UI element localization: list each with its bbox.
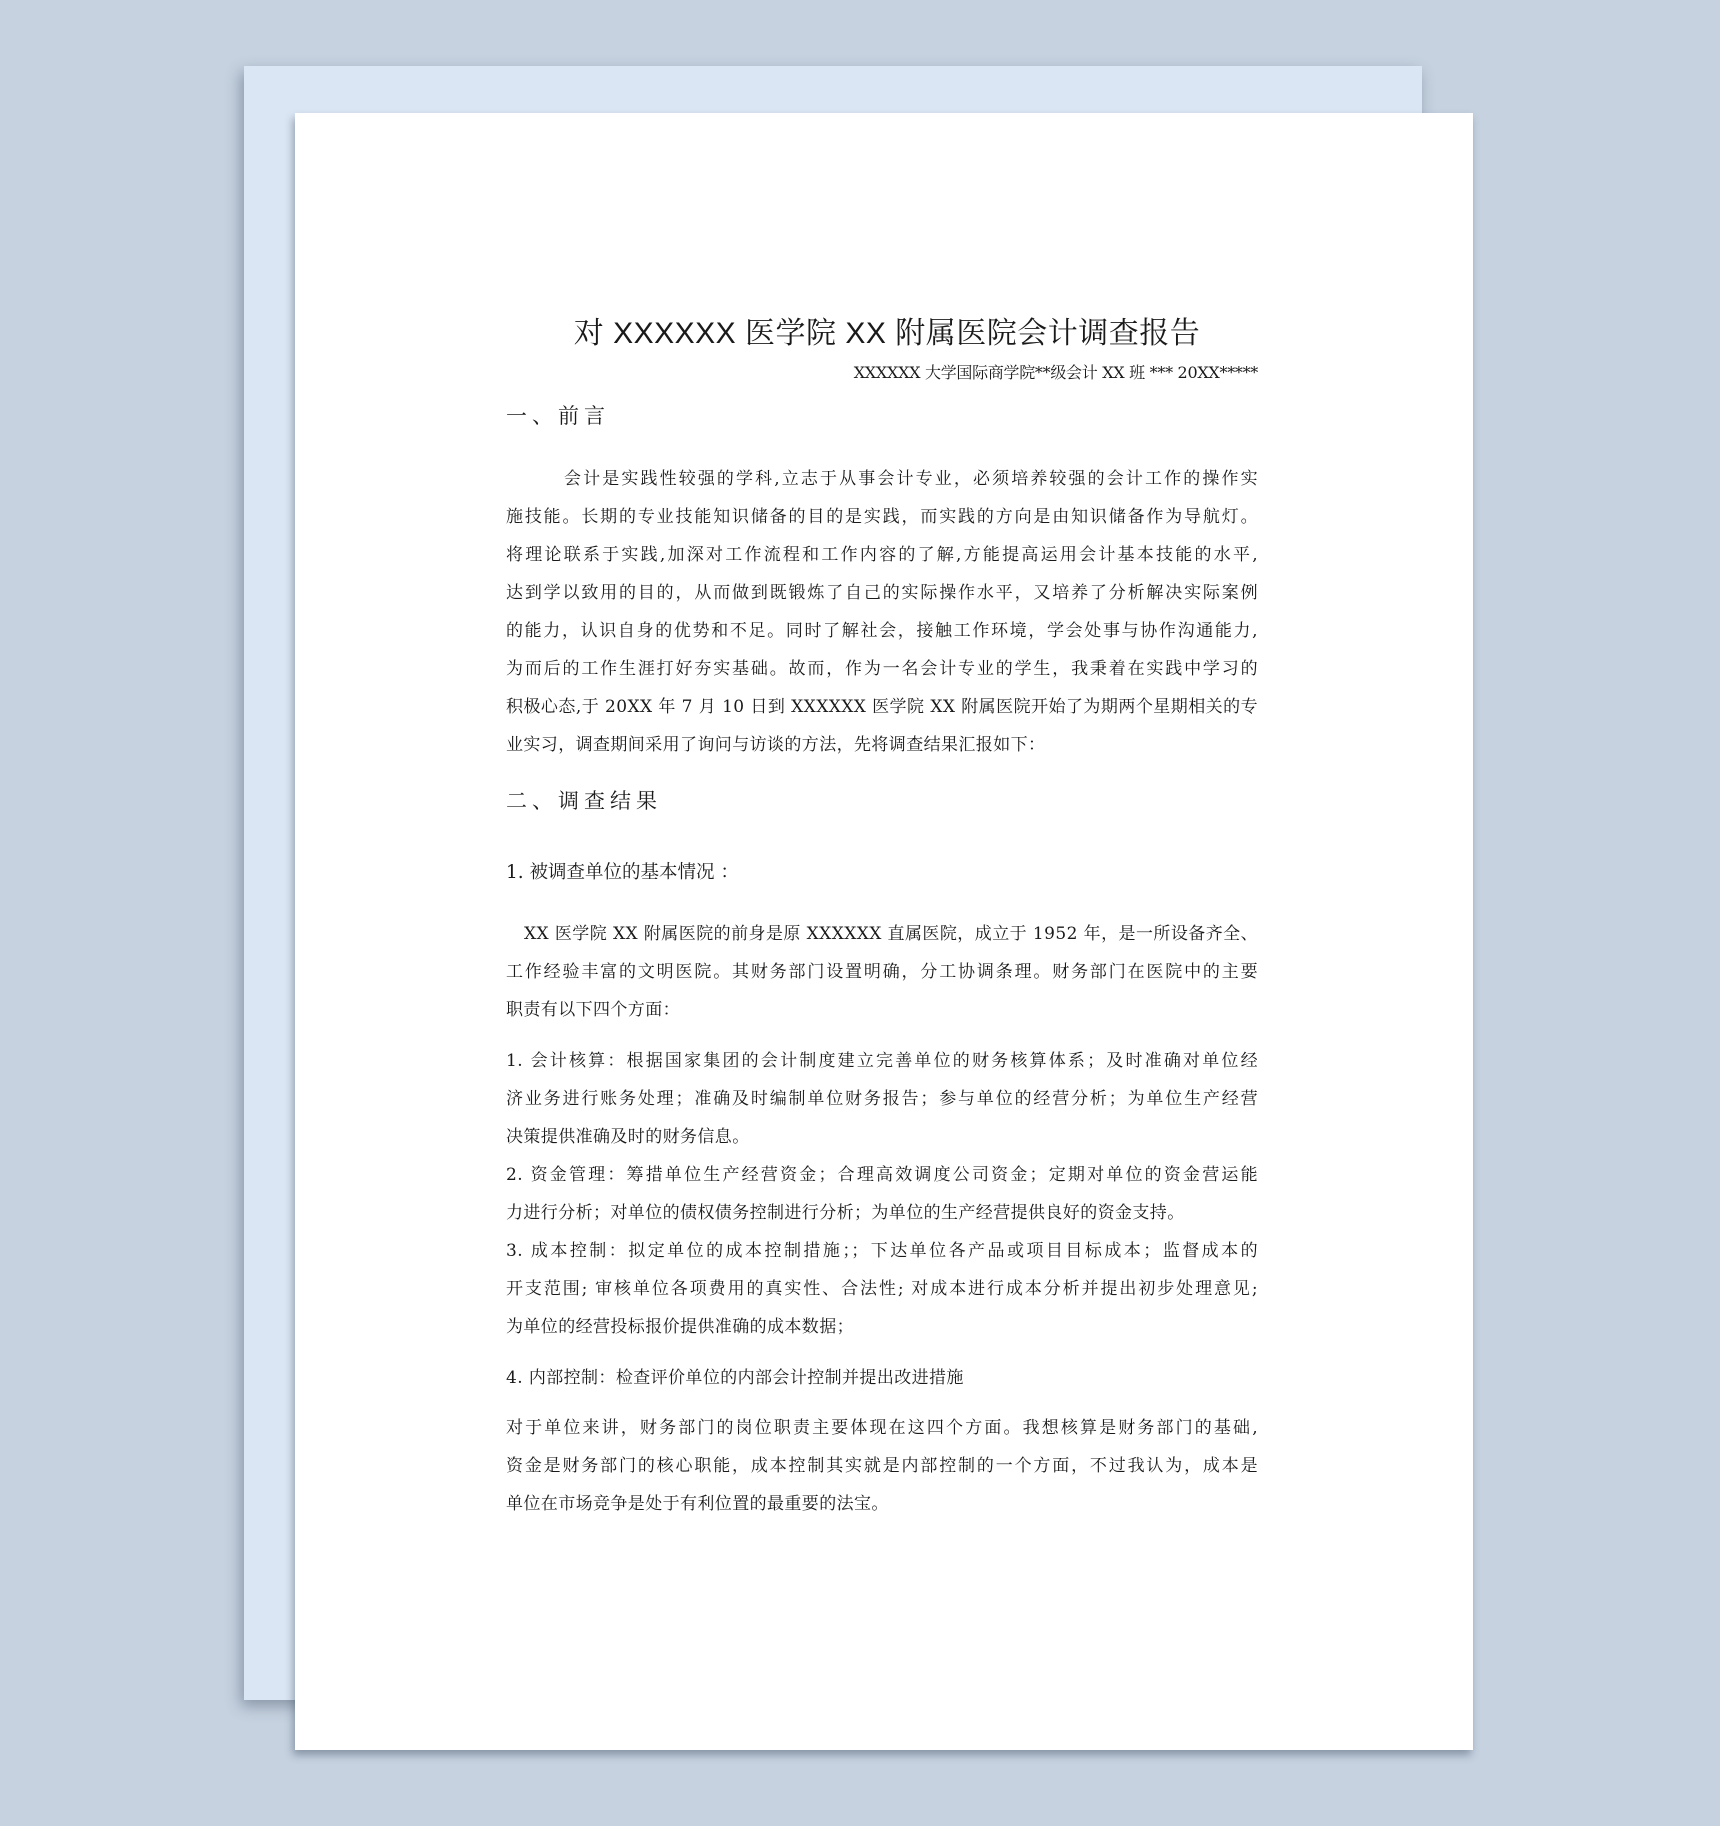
paragraph-line: 为而后的工作生涯打好夯实基础。故而，作为一名会计专业的学生，我秉着在实践中学习的	[506, 659, 1258, 679]
section-heading-preface: 一、前言	[506, 404, 610, 428]
paragraph-line: 济业务进行账务处理；准确及时编制单位财务报告；参与单位的经营分析；为单位生产经营	[506, 1089, 1258, 1109]
preface-paragraph	[506, 460, 1258, 764]
paragraph-line: 单位在市场竞争是处于有利位置的最重要的法宝。	[506, 1494, 889, 1514]
intro-paragraph	[506, 915, 1258, 1029]
document-title: 对 XXXXXX 医学院 XX 附属医院会计调查报告	[573, 317, 1201, 350]
paragraph-line: 对于单位来讲，财务部门的岗位职责主要体现在这四个方面。我想核算是财务部门的基础,	[506, 1418, 1258, 1438]
duty-item-fund-management	[506, 1156, 1258, 1232]
paragraph-line: 将理论联系于实践,加深对工作流程和工作内容的了解,方能提高运用会计基本技能的水平,	[506, 545, 1258, 565]
paragraph-line: 会计是实践性较强的学科,立志于从事会计专业，必须培养较强的会计工作的操作实	[564, 469, 1258, 489]
paragraph-line: 决策提供准确及时的财务信息。	[506, 1127, 750, 1147]
paragraph-line: 力进行分析；对单位的债权债务控制进行分析；为单位的生产经营提供良好的资金支持。	[506, 1203, 1185, 1223]
duty-item-cost-control	[506, 1232, 1258, 1346]
paragraph-line: 工作经验丰富的文明医院。其财务部门设置明确，分工协调条理。财务部门在医院中的主要	[506, 962, 1258, 982]
paragraph-line: 开支范围; 审核单位各项费用的真实性、合法性; 对成本进行成本分析并提出初步处理意见;	[506, 1279, 1258, 1299]
duty-item-internal-control	[506, 1359, 1258, 1397]
paragraph-line: 3. 成本控制：拟定单位的成本控制措施；；下达单位各产品或项目目标成本；监督成本的	[506, 1241, 1258, 1261]
paragraph-line: XX 医学院 XX 附属医院的前身是原 XXXXXX 直属医院，成立于 1952 年，是一所设备齐全、	[524, 924, 1258, 944]
paragraph-line: 业实习，调查期间采用了询问与访谈的方法，先将调查结果汇报如下：	[506, 735, 1046, 755]
paragraph-line: 1. 会计核算：根据国家集团的会计制度建立完善单位的财务核算体系；及时准确对单位经	[506, 1051, 1258, 1071]
paragraph-line: 的能力，认识自身的优势和不足。同时了解社会，接触工作环境，学会处事与协作沟通能力,	[506, 621, 1258, 641]
paragraph-line: 资金是财务部门的核心职能，成本控制其实就是内部控制的一个方面，不过我认为，成本是	[506, 1456, 1258, 1476]
paragraph-line: 2. 资金管理：筹措单位生产经营资金；合理高效调度公司资金；定期对单位的资金营运能	[506, 1165, 1258, 1185]
paragraph-line: 为单位的经营投标报价提供准确的成本数据；	[506, 1317, 854, 1337]
duty-item-accounting	[506, 1042, 1258, 1156]
paragraph-line: 施技能。长期的专业技能知识储备的目的是实践，而实践的方向是由知识储备作为导航灯。	[506, 507, 1258, 527]
paragraph-line: 积极心态,于 20XX 年 7 月 10 日到 XXXXXX 医学院 XX 附属医院开始了为期两个星期相关的专	[506, 697, 1258, 717]
author-line: XXXXXX 大学国际商学院**级会计 XX 班 *** 20XX*****	[853, 363, 1258, 382]
subsection-heading-basic-info: 1. 被调查单位的基本情况 ：	[506, 862, 739, 883]
paragraph-line: 达到学以致用的目的，从而做到既锻炼了自己的实际操作水平，又培养了分析解决实际案例	[506, 583, 1258, 603]
conclusion-paragraph	[506, 1409, 1258, 1523]
paragraph-line: 职责有以下四个方面：	[506, 1000, 680, 1020]
section-heading-results: 二、调查结果	[506, 789, 662, 813]
paragraph-line: 4. 内部控制：检查评价单位的内部会计控制并提出改进措施	[506, 1368, 964, 1388]
